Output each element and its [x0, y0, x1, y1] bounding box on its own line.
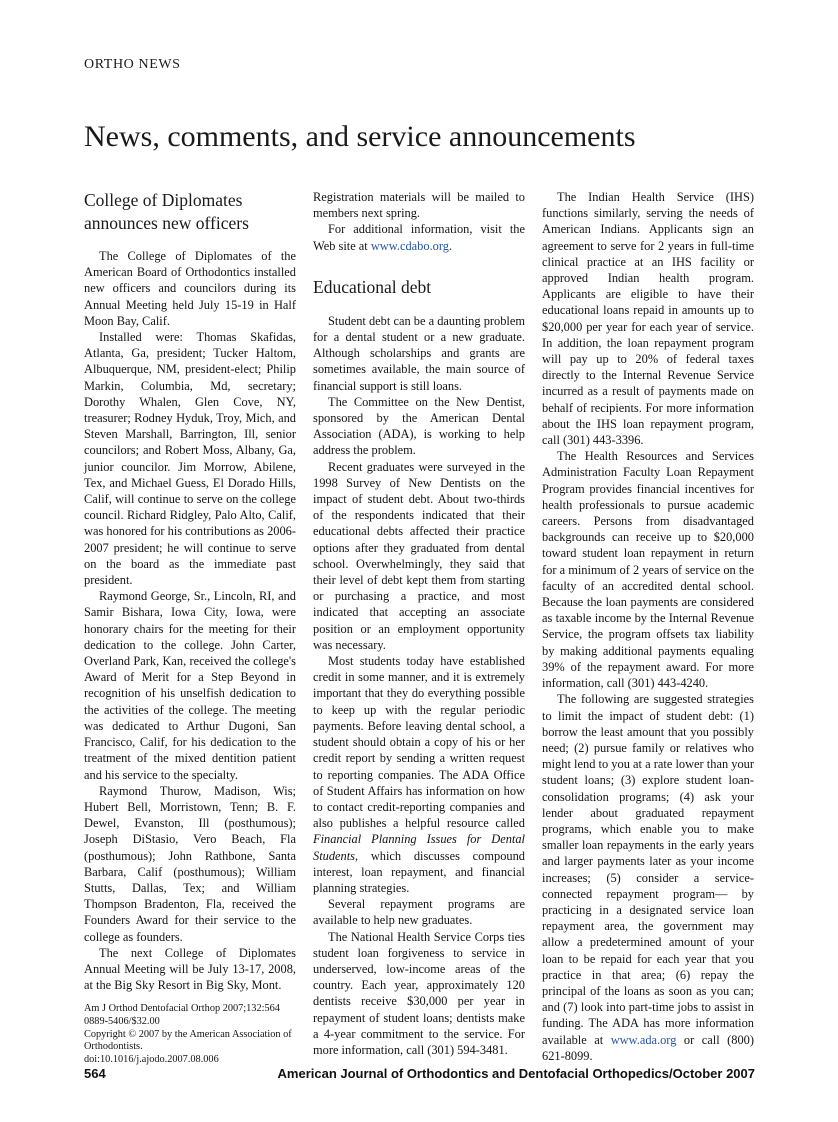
ada-link[interactable]: www.ada.org	[610, 1032, 677, 1047]
paragraph: The Committee on the New Dentist, sponsored by the American Dental Association (ADA), is working to help address the problem.	[313, 394, 525, 458]
paragraph: Student debt can be a daunting problem for a dental student or a new graduate. Although scholarships and grants are sometimes available, the main source of financial support is still loans.	[313, 313, 525, 393]
section-heading-educational-debt: Educational debt	[313, 276, 432, 297]
column-3	[542, 189, 754, 1066]
text-run: Most students today have established credit in some manner, and it is extremely important that they do everything possible to keep up with the regular periodic payments. Before leaving dental school, a student should obtain a copy of his or her credit report by sending a written request to reporting companies. The ADA Office of Student Affairs has information on how to contact credit-reporting companies and also publishes a helpful resource called	[313, 654, 525, 831]
citation-journal-line: Am J Orthod Dentofacial Orthop 2007;132:564	[84, 1003, 280, 1015]
text-run: The following are suggested strategies to limit the impact of student debt: (1) borrow the least amount that you possibly need; (2) pursue family or relatives who might lend to you at a rate lower than your student loans; (3) explore student loan-consolidation programs; (4) ask your lender about graduated repayment programs, which enable you to make smaller loan repayments in the early years and larger payments later as your income increases; (5) consider a service-connected repayment program— by practicing in a designated service loan repayment area, the government may allow a predetermined amount of your loan to be repaid for each year that you practice in that area; (6) repay the principal of the loans as soon as you can; and (7) look into part-time jobs to assist in funding. The ADA has more information available at	[542, 692, 754, 1047]
paragraph: The College of Diplomates of the American Board of Orthodontics installed new officers and councilors during its Annual Meeting held July 15-19 in Half Moon Bay, Calif.	[84, 249, 296, 328]
page-title: News, comments, and service announcements	[84, 120, 636, 153]
footer-journal-line: American Journal of Orthodontics and Dentofacial Orthopedics/October 2007	[277, 1066, 755, 1081]
citation-copyright: Copyright © 2007 by the American Association of Orthodontists.	[84, 1028, 292, 1053]
resource-title-italic: Financial Planning Issues for Dental Students	[313, 832, 525, 863]
column-2	[313, 189, 525, 1066]
cdabo-link[interactable]: www.cdabo.org	[370, 238, 449, 253]
text-run: .	[448, 238, 453, 253]
citation-issn-price: 0889-5406/$32.00	[84, 1015, 160, 1027]
paragraph: The National Health Service Corps ties student loan forgiveness to service in underserved, low-income areas of the country. Each year, approximately 120 dentists receive $30,000 per year in repayment of student loans; dentists make a 4-year commitment to the service. For more information, call (301) 594-3481.	[313, 929, 525, 1057]
text-run: , which discusses compound interest, loan repayment, and financial planning strategies.	[313, 848, 525, 895]
text-run: For additional information, visit the Web site at	[313, 222, 525, 253]
article-citation-block	[84, 1003, 296, 1066]
text-run: or call (800) 621-8099.	[542, 1032, 754, 1063]
paragraph: Several repayment programs are available to help new graduates.	[313, 897, 525, 928]
paragraph	[313, 653, 525, 896]
paragraph: Recent graduates were surveyed in the 1998 Survey of New Dentists on the impact of student debt. About two-thirds of the respondents indicated that their educational debts affected their practice options after they graduated from dental school. Overwhelmingly, they said that their level of debt kept them from starting or purchasing a practice, and most indicated that accepting an associate position or an employment opportunity was necessary.	[313, 459, 525, 652]
column-1	[84, 189, 296, 1066]
article-columns	[84, 189, 754, 1066]
paragraph: Raymond George, Sr., Lincoln, RI, and Samir Bishara, Iowa City, Iowa, were honorary chairs for the meeting for their dedication to the college. John Carter, Overland Park, Kan, received the college's Award of Merit for a Step Beyond in recognition of his unselfish dedication to the activities of the college. The meeting was dedicated to Arthur Dugoni, San Francisco, Calif, for his dedication to the treatment of the mixed dentition patient and his service to the specialty.	[84, 589, 296, 782]
paragraph: The next College of Diplomates Annual Meeting will be July 13-17, 2008, at the Big Sky Resort in Big Sky, Mont.	[84, 945, 296, 993]
running-head: ORTHO NEWS	[84, 57, 181, 72]
paragraph: Installed were: Thomas Skafidas, Atlanta, Ga, president; Tucker Haltom, Albuquerque, NM, president-elect; Philip Markin, Columbia, Md, secretary; Dorothy Whalen, Glen Cove, NY, treasurer; Rodney Hyduk, Troy, Mich, and Steven Marshall, Barrington, Ill, senior councilors; and Robert Moss, Albany, Ga, junior councilor. Jim Morrow, Abilene, Tex, and Michael Guess, El Dorado Hills, Calif, will continue to serve on the college council. Richard Ridgley, Palo Alto, Calif, was honored for his contributions as 2006-2007 president; he will continue to serve on the board as the immediate past president.	[84, 330, 296, 588]
paragraph: Registration materials will be mailed to members next spring.	[313, 190, 525, 221]
paragraph	[542, 691, 754, 1064]
footer-page-number: 564	[84, 1066, 106, 1081]
section-heading-college-of-diplomates: College of Diplomates announces new officers	[84, 190, 249, 233]
paragraph: The Indian Health Service (IHS) functions similarly, serving the needs of American Indians. Applicants sign an agreement to serve for 2 years in full-time clinical practice at an IHS facility or approved Indian health program. Applicants are eligible to have their educational loans repaid in amounts up to $20,000 per year for each year of service. In addition, the loan repayment program will pay up to 20% of federal taxes directly to the Internal Revenue Service incurred as a result of payments made on behalf of recipients. For more information about the IHS loan repayment program, call (301) 443-3396.	[542, 190, 754, 448]
page-footer	[84, 1066, 755, 1081]
paragraph: The Health Resources and Services Administration Faculty Loan Repayment Program provides financial incentives for health professionals to pursue academic careers. Persons from disadvantaged backgrounds can receive up to $20,000 toward student loan repayment in return for a minimum of 2 years of service on the faculty of an accredited dental school. Because the loan payments are considered as taxable income by the Internal Revenue Service, the program offsets tax liability by making additional payments equaling 39% of the repayment award. For more information, call (301) 443-4240.	[542, 449, 754, 691]
paragraph	[313, 221, 525, 253]
paragraph: Raymond Thurow, Madison, Wis; Hubert Bell, Morristown, Tenn; B. F. Dewel, Evanston, Ill (posthumous); Joseph DiStasio, Vero Beach, Fla (posthumous); John Rathbone, Santa Barbara, Calif (posthumous); William Stutts, Dallas, Tex; and William Thompson Bradenton, Fla, received the Founders Award for their service to the college as founders.	[84, 783, 296, 944]
citation-doi: doi:10.1016/j.ajodo.2007.08.006	[84, 1053, 219, 1065]
